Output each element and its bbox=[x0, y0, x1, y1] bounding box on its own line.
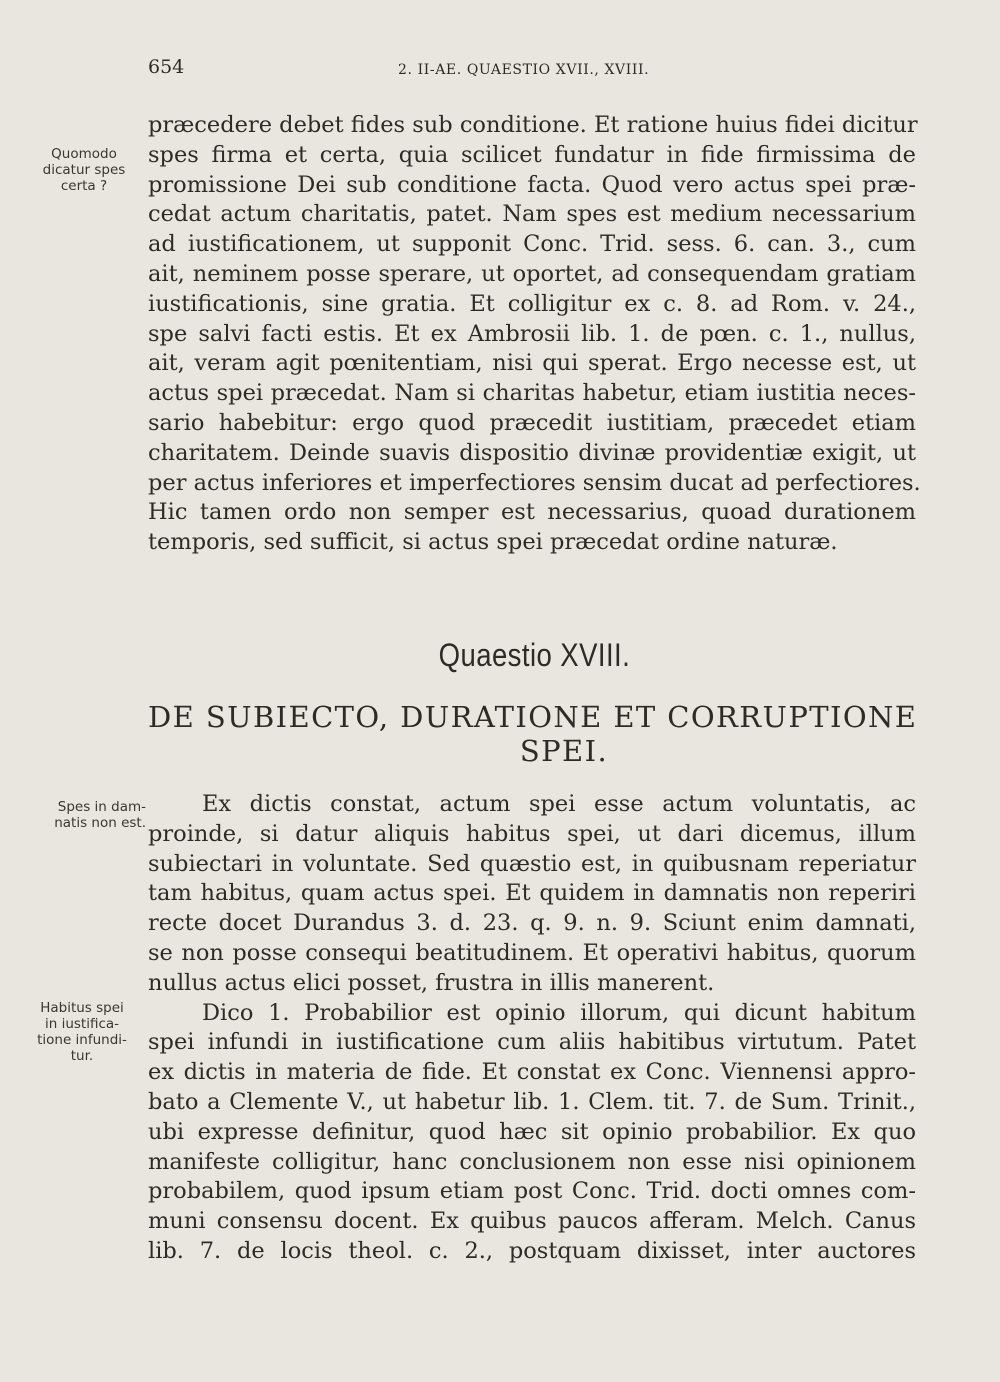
text-line: promissione Dei sub conditione facta. Quod vero actus spei præ- bbox=[148, 171, 916, 198]
text-line: præcedere debet fides sub conditione. Et ratione huius fidei dicitur bbox=[148, 112, 918, 138]
body-text-bottom bbox=[148, 790, 916, 1267]
text-line: bato a Clemente V., ut habetur lib. 1. Clem. tit. 7. de Sum. Trinit., bbox=[148, 1088, 916, 1115]
text-line: Ex dictis constat, actum spei esse actum voluntatis, ac bbox=[202, 791, 916, 817]
text-line: ubi expresse definitur, quod hæc sit opinio probabilior. Ex quo bbox=[148, 1118, 916, 1145]
text-line: spes firma et certa, quia scilicet fundatur in fide firmissima de bbox=[148, 141, 916, 168]
text-line: ait, veram agit pœnitentiam, nisi qui sperat. Ergo necesse est, ut bbox=[148, 350, 916, 377]
margin-note-line: tur. bbox=[70, 1048, 94, 1064]
section-heading-line: DE SUBIECTO, DURATIONE ET CORRUPTIONE bbox=[148, 700, 918, 734]
text-line: Dico 1. Probabilior est opinio illorum, qui dicunt habitum bbox=[202, 999, 916, 1026]
section-heading bbox=[148, 700, 916, 768]
margin-note-line: tione infundi- bbox=[37, 1032, 127, 1048]
text-line: charitatem. Deinde suavis dispositio divinæ providentiæ exigit, ut bbox=[148, 439, 916, 466]
text-line: sario habebitur: ergo quod præcedit iustitiam, præcedet etiam bbox=[148, 409, 916, 436]
section-heading-line: SPEI. bbox=[519, 734, 609, 768]
text-line: muni consensu docent. Ex quibus paucos afferam. Melch. Canus bbox=[148, 1208, 916, 1235]
text-line: iustificationis, sine gratia. Et colligitur ex c. 8. ad Rom. v. 24., bbox=[148, 290, 916, 317]
text-line: subiectari in voluntate. Sed quæstio est, in quibusnam reperiatur bbox=[148, 850, 916, 877]
text-line: nullus actus elici posset, frustra in illis manerent. bbox=[148, 969, 715, 996]
running-head: 2. II-AE. QUAESTIO XVII., XVIII. bbox=[398, 62, 650, 78]
text-line: spei infundi in iustificatione cum aliis habitibus virtutum. Patet bbox=[148, 1029, 916, 1056]
text-line: probabilem, quod ipsum etiam post Conc. Trid. docti omnes com- bbox=[148, 1178, 916, 1205]
text-line: ait, neminem posse sperare, ut oportet, ad consequendam gratiam bbox=[148, 260, 916, 287]
text-line: ad iustificationem, ut supponit Conc. Trid. sess. 6. can. 3., cum bbox=[148, 231, 916, 258]
text-line: spe salvi facti estis. Et ex Ambrosii lib. 1. de pœn. c. 1., nullus, bbox=[148, 320, 916, 347]
margin-note-line: Quomodo bbox=[51, 146, 117, 162]
margin-note-line: Habitus spei bbox=[40, 1000, 124, 1016]
margin-note-quomodo bbox=[34, 146, 134, 194]
margin-note-line: dicatur spes bbox=[42, 162, 126, 178]
text-line: Hic tamen ordo non semper est necessarius, quoad durationem bbox=[148, 499, 916, 526]
text-line: per actus inferiores et imperfectiores sensim ducat ad perfectiores. bbox=[148, 469, 921, 496]
body-text-top bbox=[148, 111, 921, 558]
text-line: tam habitus, quam actus spei. Et quidem in damnatis non reperiri bbox=[148, 880, 916, 907]
margin-note-line: certa ? bbox=[60, 178, 108, 194]
text-line: recte docet Durandus 3. d. 23. q. 9. n. 9. Sciunt enim damnati, bbox=[148, 910, 916, 937]
margin-note-habitus bbox=[30, 1000, 134, 1064]
margin-note-line: Spes in dam- bbox=[57, 799, 146, 815]
page-number: 654 bbox=[148, 56, 185, 78]
margin-note-damnatis bbox=[24, 799, 146, 831]
text-line: lib. 7. de locis theol. c. 2., postquam dixisset, inter auctores bbox=[148, 1237, 916, 1264]
margin-note-line: natis non est. bbox=[54, 815, 146, 831]
text-line: manifeste colligitur, hanc conclusionem non esse nisi opinionem bbox=[148, 1148, 916, 1175]
question-title: Quaestio XVIII. bbox=[438, 637, 631, 673]
text-line: actus spei præcedat. Nam si charitas habetur, etiam iustitia neces- bbox=[148, 380, 916, 407]
text-line: proinde, si datur aliquis habitus spei, ut dari dicemus, illum bbox=[148, 820, 916, 847]
text-line: cedat actum charitatis, patet. Nam spes est medium necessarium bbox=[148, 201, 916, 228]
text-line: se non posse consequi beatitudinem. Et operativi habitus, quorum bbox=[148, 939, 916, 966]
text-line: ex dictis in materia de fide. Et constat ex Conc. Viennensi appro- bbox=[148, 1059, 916, 1086]
margin-note-line: in iustifica- bbox=[44, 1016, 120, 1032]
text-line: temporis, sed sufficit, si actus spei præcedat ordine naturæ. bbox=[148, 529, 838, 556]
